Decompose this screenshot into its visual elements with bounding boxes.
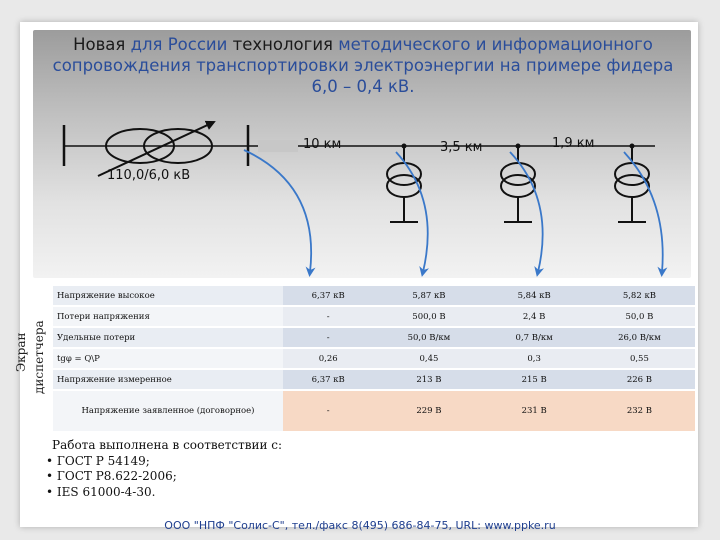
company-footer: ООО "НПФ "Солис-С", тел./факс 8(495) 686-84-75, URL: www.ppke.ru [164, 519, 556, 532]
measurement-arrow [396, 152, 428, 272]
table-cell: 0,3 [485, 349, 584, 368]
table-row [53, 307, 695, 326]
measurement-arrow [624, 152, 663, 272]
table-cell: 5,87 кВ [373, 286, 484, 305]
standard-item: • ГОСТ Р 54149; [46, 454, 282, 470]
row-label: tgφ = Q\P [53, 349, 283, 368]
table-cell: 26,0 В/км [584, 328, 695, 347]
row-label: Потери напряжения [53, 307, 283, 326]
title-part: Новая [73, 35, 131, 54]
parameters-table [53, 284, 695, 433]
title-part: технология [227, 35, 339, 54]
table-cell: - [283, 391, 373, 431]
table-cell: 0,26 [283, 349, 373, 368]
table-row [53, 349, 695, 368]
table-row [53, 370, 695, 389]
distribution-transformer [387, 146, 421, 222]
row-label: Напряжение заявленное (договорное) [53, 391, 283, 431]
distribution-transformer [615, 146, 649, 222]
table-cell: 5,82 кВ [584, 286, 695, 305]
standard-item: • ГОСТ Р8.622-2006; [46, 469, 282, 485]
source-voltage-label: 110,0/6,0 кВ [107, 168, 191, 183]
table-cell: 2,4 В [485, 307, 584, 326]
table-cell: 226 В [584, 370, 695, 389]
distribution-transformer [501, 146, 535, 222]
row-label: Напряжение измеренное [53, 370, 283, 389]
row-label: Удельные потери [53, 328, 283, 347]
table-row [53, 286, 695, 305]
row-label: Напряжение высокое [53, 286, 283, 305]
line-break [258, 140, 298, 152]
table-cell: 232 В [584, 391, 695, 431]
table-row [53, 391, 695, 431]
table-cell: 5,84 кВ [485, 286, 584, 305]
standards-heading: Работа выполнена в соответствии с: [52, 438, 283, 452]
table-cell: 213 В [373, 370, 484, 389]
table-cell: 231 В [485, 391, 584, 431]
table-cell: - [283, 328, 373, 347]
title-highlight: для России [130, 35, 228, 54]
table-cell: - [283, 307, 373, 326]
table-cell: 6,37 кВ [283, 370, 373, 389]
side-label-line1: Экран [14, 332, 28, 372]
table-cell: 6,37 кВ [283, 286, 373, 305]
measurement-arrow [510, 152, 543, 272]
segment-label-1: 10 км [303, 137, 342, 152]
title-part: методического и информационного сопровождения транспортировки электроэнергии на примере фидера 6,0 – 0,4 кВ. [52, 35, 674, 96]
segment-label-3: 1,9 км [552, 136, 595, 151]
side-label-line2: диспетчера [32, 320, 46, 394]
table-cell: 229 В [373, 391, 484, 431]
table-cell: 500,0 В [373, 307, 484, 326]
table-cell: 0,45 [373, 349, 484, 368]
table-row [53, 328, 695, 347]
table-cell: 215 В [485, 370, 584, 389]
standards-note [46, 438, 282, 500]
segment-label-2: 3,5 км [440, 140, 483, 155]
measurement-arrow [244, 150, 311, 272]
standard-item: • IES 61000-4-30. [46, 485, 282, 501]
table-cell: 0,55 [584, 349, 695, 368]
table-cell: 0,7 В/км [485, 328, 584, 347]
table-cell: 50,0 В/км [373, 328, 484, 347]
table-cell: 50,0 В [584, 307, 695, 326]
